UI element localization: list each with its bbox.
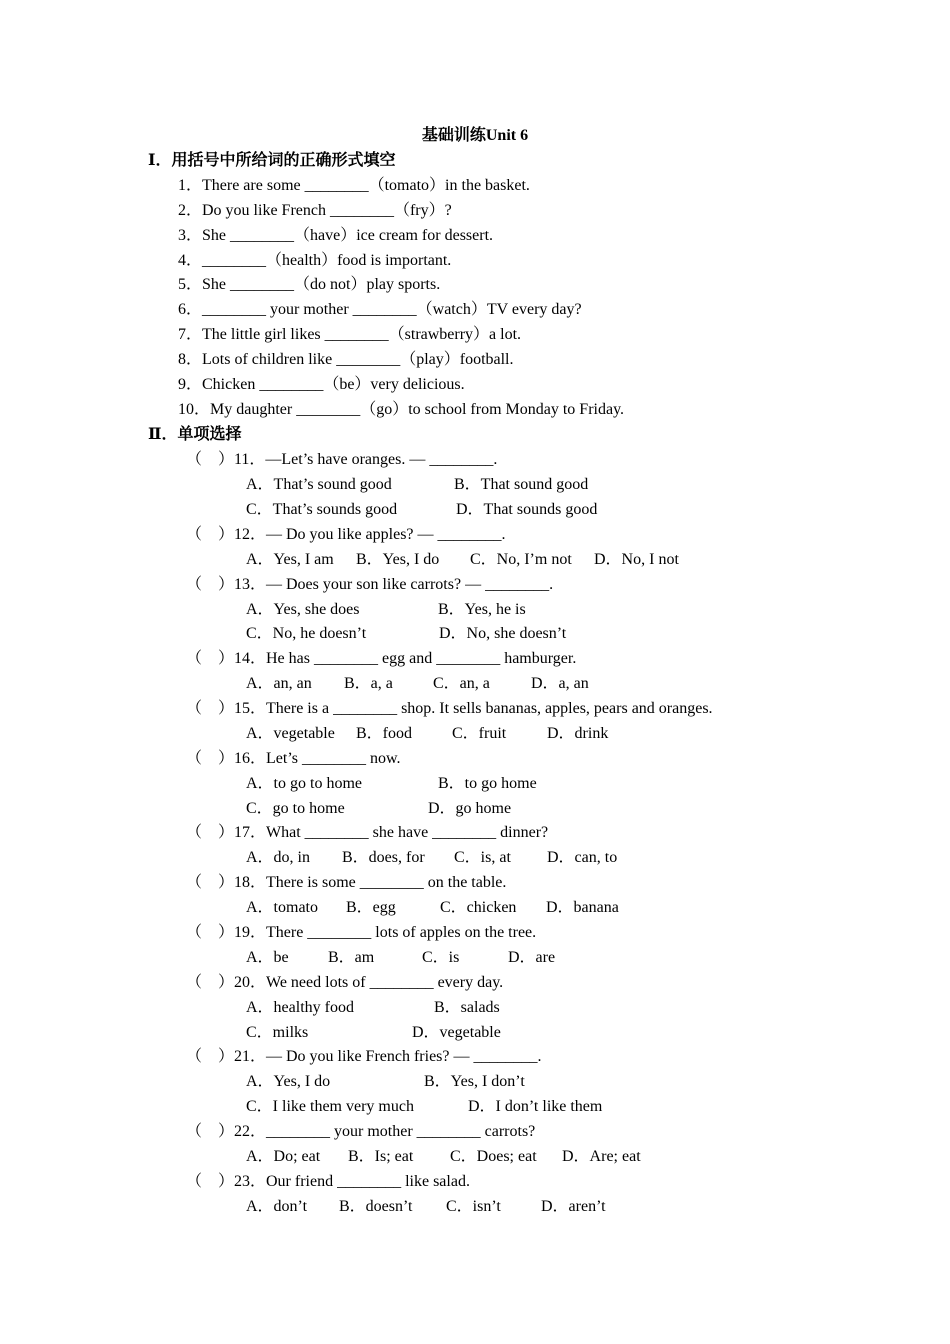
q22-option-d: D．Are; eat xyxy=(562,1148,641,1165)
q18-option-c: C．chicken xyxy=(440,899,517,916)
q14-option-b: B．a, a xyxy=(344,675,393,692)
q18-option-a: A．tomato xyxy=(246,899,318,916)
question-13-stem: （ ）13．— Does your son like carrots? — ________. xyxy=(186,576,554,593)
q21-option-d: D．I don’t like them xyxy=(468,1098,603,1115)
q15-option-a: A．vegetable xyxy=(246,725,335,742)
q20-option-d: D．vegetable xyxy=(412,1024,501,1041)
q15-option-b: B．food xyxy=(356,725,413,742)
fill-item-10: 10．My daughter ________（go）to school from Monday to Friday. xyxy=(178,401,625,418)
q11-option-c: C．That’s sounds good xyxy=(246,501,398,518)
q20-option-c: C．milks xyxy=(246,1024,309,1041)
q14-option-d: D．a, an xyxy=(531,675,589,692)
q11-option-d: D．That sounds good xyxy=(456,501,598,518)
fill-item-7: 7．The little girl likes ________（strawberry）a lot. xyxy=(178,326,522,343)
question-21-stem: （ ）21．— Do you like French fries? — ________. xyxy=(186,1048,542,1065)
q15-option-c: C．fruit xyxy=(452,725,507,742)
q19-option-c: C．is xyxy=(422,949,460,966)
q21-option-a: A．Yes, I do xyxy=(246,1073,331,1090)
q22-option-b: B．Is; eat xyxy=(348,1148,414,1165)
fill-item-8: 8．Lots of children like ________（play）football. xyxy=(178,351,514,368)
q22-option-a: A．Do; eat xyxy=(246,1148,321,1165)
q15-option-d: D．drink xyxy=(547,725,609,742)
question-15-stem: （ ）15．There is a ________ shop. It sells bananas, apples, pears and oranges. xyxy=(186,700,713,717)
page-title: 基础训练Unit 6 xyxy=(421,127,529,144)
q22-option-c: C．Does; eat xyxy=(450,1148,537,1165)
q16-option-b: B．to go home xyxy=(438,775,537,792)
question-22-stem: （ ）22．________ your mother ________ carrots? xyxy=(186,1123,536,1140)
q23-option-d: D．aren’t xyxy=(541,1198,606,1215)
fill-item-4: 4．________（health）food is important. xyxy=(178,252,452,269)
q17-option-c: C．is, at xyxy=(454,849,511,866)
q17-option-a: A．do, in xyxy=(246,849,311,866)
q21-option-b: B．Yes, I don’t xyxy=(424,1073,525,1090)
q11-option-a: A．That’s sound good xyxy=(246,476,392,493)
question-11-stem: （ ）11．—Let’s have oranges. — ________. xyxy=(186,451,498,468)
fill-item-6: 6．________ your mother ________（watch）TV every day? xyxy=(178,301,582,318)
section-2-heading: Ⅱ．单项选择 xyxy=(148,426,242,443)
q19-option-d: D．are xyxy=(508,949,556,966)
q21-option-c: C．I like them very much xyxy=(246,1098,414,1115)
q13-option-a: A．Yes, she does xyxy=(246,601,360,618)
fill-item-3: 3．She ________（have）ice cream for dessert. xyxy=(178,227,494,244)
question-17-stem: （ ）17．What ________ she have ________ dinner? xyxy=(186,824,549,841)
fill-item-2: 2．Do you like French ________（fry）? xyxy=(178,202,452,219)
fill-item-5: 5．She ________（do not）play sports. xyxy=(178,276,441,293)
question-20-stem: （ ）20．We need lots of ________ every day. xyxy=(186,974,504,991)
q14-option-c: C．an, a xyxy=(433,675,490,692)
q12-option-c: C．No, I’m not xyxy=(470,551,572,568)
q16-option-a: A．to go to home xyxy=(246,775,362,792)
q19-option-b: B．am xyxy=(328,949,375,966)
q12-option-b: B．Yes, I do xyxy=(356,551,440,568)
section-1-heading: Ⅰ．用括号中所给词的正确形式填空 xyxy=(148,152,396,169)
question-19-stem: （ ）19．There ________ lots of apples on the tree. xyxy=(186,924,537,941)
q19-option-a: A．be xyxy=(246,949,289,966)
q17-option-d: D．can, to xyxy=(547,849,618,866)
q13-option-d: D．No, she doesn’t xyxy=(439,625,567,642)
q17-option-b: B．does, for xyxy=(342,849,425,866)
question-23-stem: （ ）23．Our friend ________ like salad. xyxy=(186,1173,470,1190)
q16-option-c: C．go to home xyxy=(246,800,345,817)
q18-option-d: D．banana xyxy=(546,899,619,916)
q23-option-a: A．don’t xyxy=(246,1198,308,1215)
q14-option-a: A．an, an xyxy=(246,675,312,692)
q20-option-b: B．salads xyxy=(434,999,500,1016)
q13-option-c: C．No, he doesn’t xyxy=(246,625,367,642)
question-12-stem: （ ）12．— Do you like apples? — ________. xyxy=(186,526,506,543)
q20-option-a: A．healthy food xyxy=(246,999,354,1016)
question-14-stem: （ ）14．He has ________ egg and ________ hamburger. xyxy=(186,650,577,667)
q23-option-c: C．isn’t xyxy=(446,1198,501,1215)
fill-item-9: 9．Chicken ________（be）very delicious. xyxy=(178,376,465,393)
q18-option-b: B．egg xyxy=(346,899,396,916)
question-16-stem: （ ）16．Let’s ________ now. xyxy=(186,750,401,767)
q12-option-a: A．Yes, I am xyxy=(246,551,334,568)
q11-option-b: B．That sound good xyxy=(454,476,589,493)
question-18-stem: （ ）18．There is some ________ on the table. xyxy=(186,874,507,891)
q13-option-b: B．Yes, he is xyxy=(438,601,526,618)
fill-item-1: 1．There are some ________（tomato）in the basket. xyxy=(178,177,530,194)
q16-option-d: D．go home xyxy=(428,800,512,817)
q23-option-b: B．doesn’t xyxy=(339,1198,413,1215)
q12-option-d: D．No, I not xyxy=(594,551,679,568)
